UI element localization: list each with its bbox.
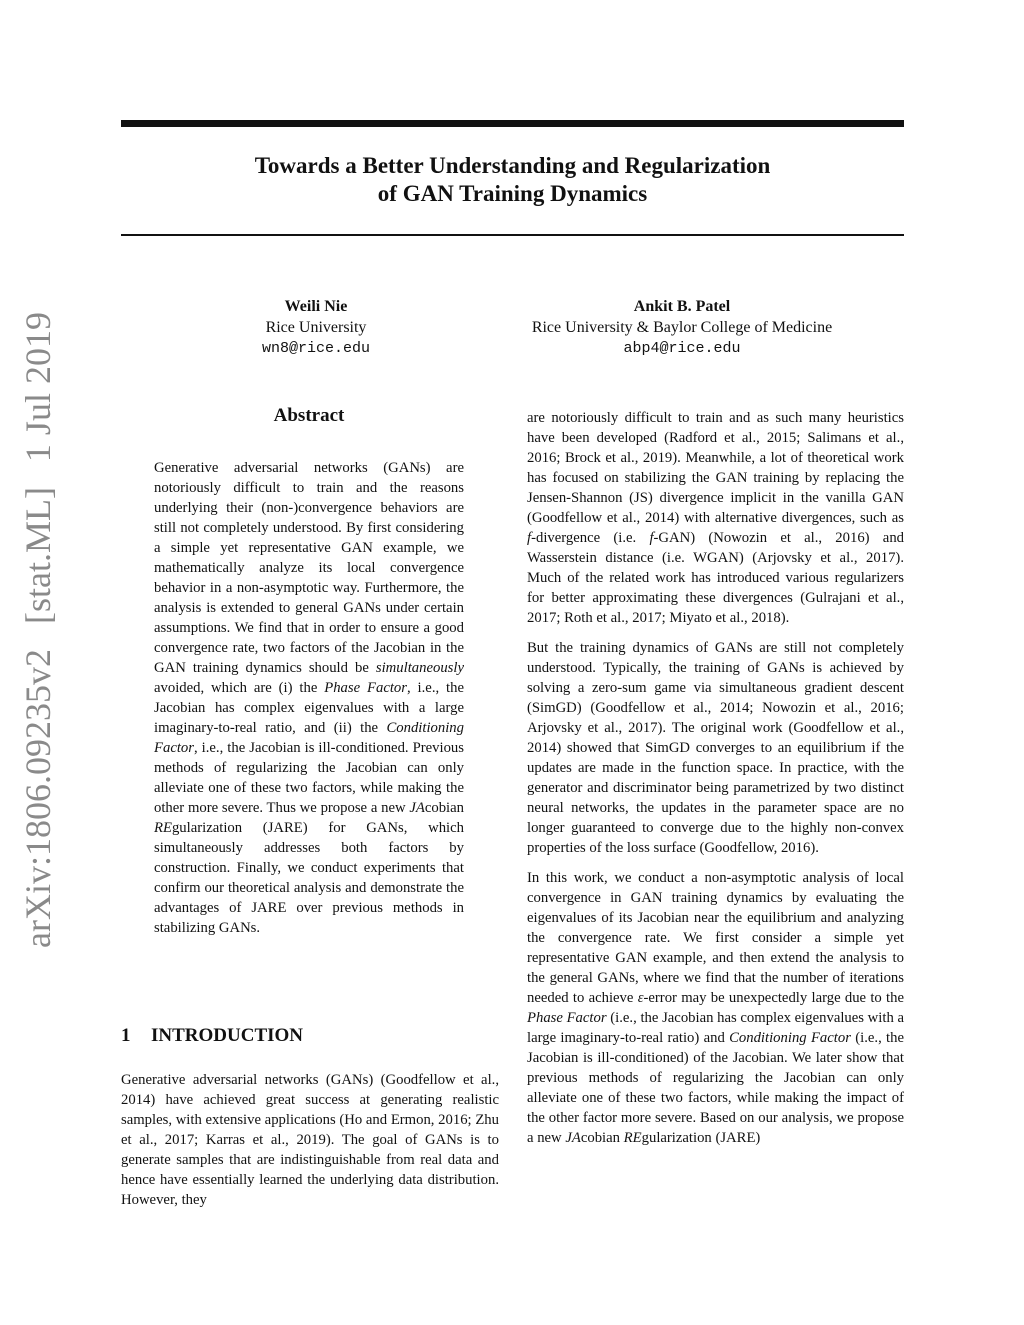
abstract-text: avoided, which are (i) the [154,680,325,696]
author-affiliation: Rice University [265,319,367,336]
abstract-body [154,458,464,938]
abstract-heading: Abstract [273,405,345,426]
body-text: (i.e., the Jacobian is ill-conditioned) of the Jacobian. We later show that previous methods of regularizing the Jacobian can only alleviate one of these two factors, while making the impact of the other factor more severe. Based on our analysis, we propose a new [527,1030,904,1146]
abstract-text: gularization (JARE) for GANs, which simultaneously addresses both factors by construction. Finally, we conduct experiments that confirm our theoretical analysis and demonstrate the advantages of JARE over previous methods in stabilizing GANs. [154,820,464,936]
body-text: -GAN) (Nowozin et al., 2016) and Wasserstein distance (i.e. WGAN) (Arjovsky et al., 2017). Much of the related work has introduced various regularizers for better approximating these divergences (Gulrajani et al., 2017; Roth et al., 2017; Miyato et al., 2018). [527,530,905,626]
body-text: gularization (JARE) [641,1130,761,1146]
arxiv-category: [stat.ML] [18,487,58,625]
body-text: -divergence (i.e. [531,530,650,546]
section-title: INTRODUCTION [151,1025,304,1046]
arxiv-id: arXiv:1806.09235v2 [18,649,58,948]
math-symbol: f [649,530,654,546]
author-name: Ankit B. Patel [633,298,731,315]
body-paragraph: But the training dynamics of GANs are still not completely understood. Typically, the training of GANs is achieved by solving a zero-sum game via simultaneous gradient descent (SimGD) (Goodfellow et al., 2014; Nowozin et al., 2016; Arjovsky et al., 2017). The original work (Goodfellow et al., 2014) showed that SimGD converges to an equilibrium if the updates are made in the function space. In practice, with the generator and discriminator being parametrized by two distinct neural networks, the updates in the parameter space are no longer guaranteed to converge due to the highly non-convex properties of the loss surface (Goodfellow, 2016). [527,640,904,856]
abstract-emphasis: Conditioning Factor [154,720,464,756]
title-bottom-rule [121,234,904,236]
abstract-emphasis: Phase Factor [324,680,407,696]
body-paragraph: Generative adversarial networks (GANs) (Goodfellow et al., 2014) have achieved great success at generating realistic samples, with extensive applications (Ho and Ermon, 2016; Zhu et al., 2017; Karras et al., 2019). The goal of GANs is to generate samples that are indistinguishable from real data and hence have essentially learned the underlying data distribution. However, they [121,1072,499,1208]
author-block-2 [500,296,864,359]
body-text: cobian [580,1130,624,1146]
abstract-text: cobian [424,800,464,816]
arxiv-stamp [18,0,58,948]
section-number: 1 [121,1025,131,1046]
body-emphasis: JA [565,1130,581,1146]
title-top-rule [121,120,904,127]
math-symbol: f [527,530,532,546]
abstract-paragraph [154,458,464,938]
body-emphasis: Conditioning Factor [729,1030,851,1046]
body-text: -error may be unexpectedly large due to the [643,990,904,1006]
abstract-emphasis: RE [154,820,172,836]
math-symbol: ε [637,990,644,1006]
author-email: wn8@rice.edu [261,340,371,357]
paper-title [121,152,904,208]
abstract-text: , i.e., the Jacobian has complex eigenvalues with a large imaginary-to-real ratio, and (ii) the [154,680,465,736]
body-paragraph [527,408,904,628]
body-emphasis: Phase Factor [527,1010,607,1026]
abstract-text: Generative adversarial networks (GANs) are notoriously difficult to train and the reasons underlying their (non-)convergence behaviors are still not completely understood. By first considering a simple yet representative GAN example, we mathematically analyze its local convergence behavior in a non-asymptotic way. Furthermore, the analysis is extended to general GANs under certain assumptions. We find that in order to ensure a good convergence rate, two factors of the Jacobian in the GAN training dynamics should be [154,460,464,676]
author-block-1 [200,296,432,359]
body-paragraph [527,868,904,1148]
section-heading-introduction [121,1024,499,1048]
introduction-column-1 [121,1070,499,1210]
arxiv-date: 1 Jul 2019 [18,312,58,463]
abstract-text: , i.e., the Jacobian is ill-conditioned. Previous methods of regularizing the Jacobian can only alleviate one of these two factors, while making the other more severe. Thus we propose a new [154,740,464,816]
body-text: (i.e., the Jacobian has complex eigenvalues with a large imaginary-to-real ratio) and [527,1010,904,1046]
abstract-emphasis: simultaneously [375,660,464,676]
body-emphasis: RE [623,1130,642,1146]
author-name: Weili Nie [284,298,348,315]
body-text: are notoriously difficult to train and as such many heuristics have been developed (Radford et al., 2015; Salimans et al., 2016; Brock et al., 2019). Meanwhile, a lot of theoretical work has focused on stabilizing the GAN training by replacing the Jensen-Shannon (JS) divergence implicit in the vanilla GAN (Goodfellow et al., 2014) with alternative divergences, such as [527,410,904,526]
title-line-2: of GAN Training Dynamics [377,181,648,206]
author-affiliation: Rice University & Baylor College of Medicine [531,319,833,336]
title-line-1: Towards a Better Understanding and Regularization [254,153,771,178]
introduction-column-2 [527,408,904,1158]
author-email: abp4@rice.edu [623,340,741,357]
abstract-emphasis: JA [409,800,425,816]
body-text: In this work, we conduct a non-asymptotic analysis of local convergence in GAN training dynamics by evaluating the eigenvalues of its Jacobian near the equilibrium and analyzing the convergence rate. We first consider a simple yet representative GAN example, and then extend the analysis to the general GANs, where we find that the number of iterations needed to achieve [527,870,904,1006]
